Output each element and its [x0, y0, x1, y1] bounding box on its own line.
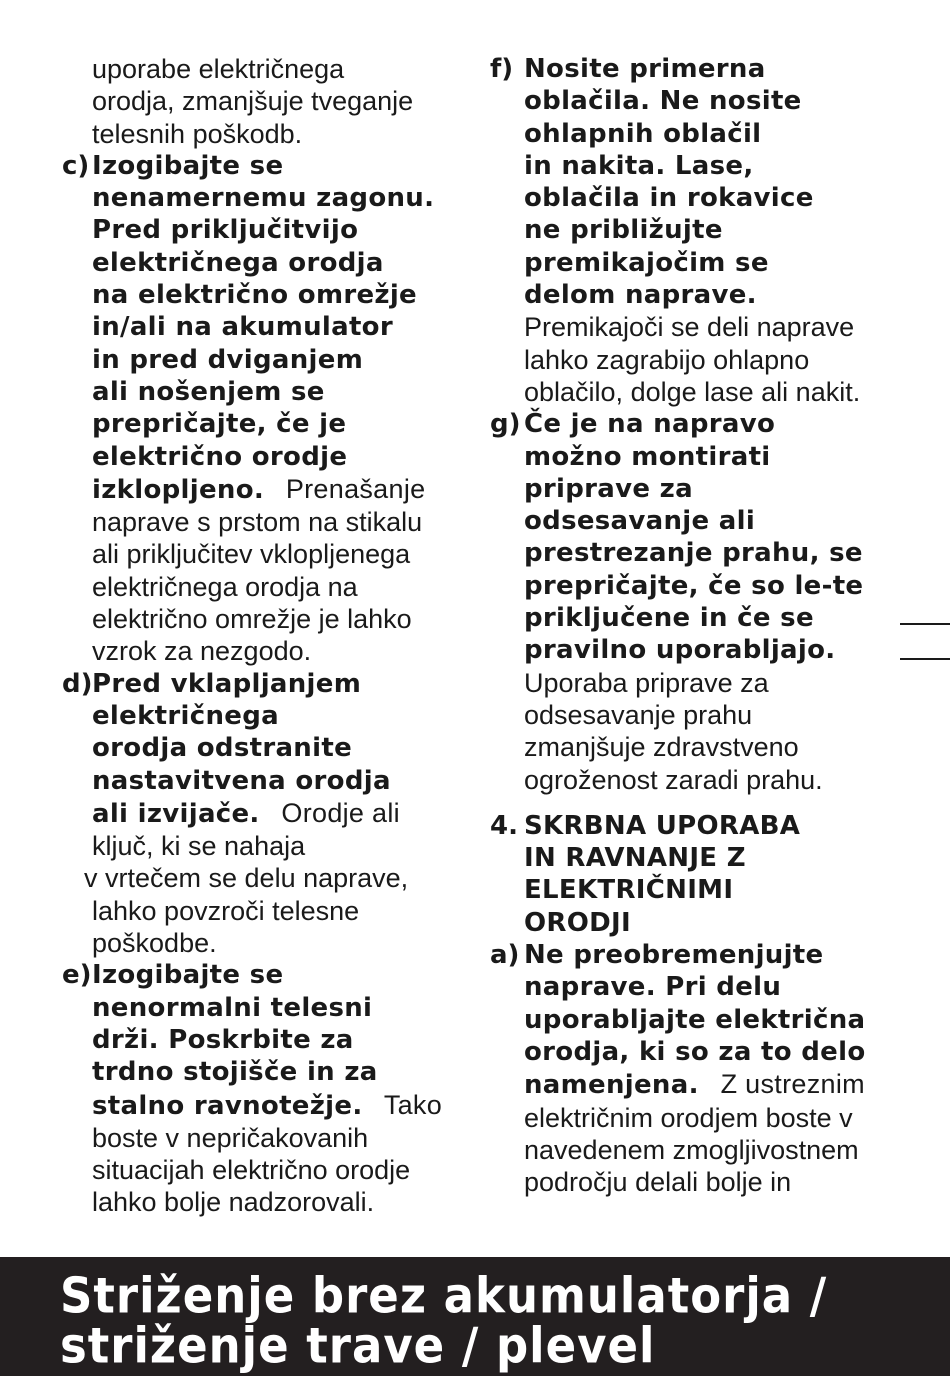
regular-line	[524, 764, 900, 796]
item-c-text	[92, 150, 462, 668]
section-gap	[490, 796, 900, 810]
bold-line-text: električnega orodja	[92, 247, 384, 278]
bold-line-text: oblačila in rokavice	[524, 183, 814, 214]
section-4-title	[524, 810, 900, 939]
regular-line-text: električnega orodja na	[92, 571, 358, 602]
regular-line-text: lahko zagrabijo ohlapno	[524, 344, 810, 375]
regular-line	[92, 506, 462, 538]
regular-line	[92, 635, 462, 667]
regular-line-text: naprave s prstom na stikalu	[92, 507, 423, 538]
regular-line	[524, 344, 900, 376]
section-title-banner	[0, 1257, 950, 1376]
regular-line	[92, 538, 462, 570]
regular-line	[524, 376, 900, 408]
bold-line-text: električnega	[92, 700, 279, 731]
bold-line	[92, 311, 462, 343]
inline-regular-text: Tako	[376, 1089, 443, 1120]
bold-line-text: naprave. Pri delu	[524, 972, 782, 1003]
regular-line-text: električnim orodjem boste v	[524, 1102, 853, 1133]
regular-line-text: poškodbe.	[92, 928, 217, 959]
bold-line-text: in pred dviganjem	[92, 344, 364, 375]
bold-line-text: prepričajte, če je	[92, 409, 347, 440]
bold-line-text: priprave za	[524, 473, 693, 504]
margin-tab-line-bottom	[900, 658, 950, 660]
bold-line	[524, 537, 900, 569]
regular-line-text: Premikajoči se deli naprave	[524, 312, 855, 343]
heading-line	[524, 842, 900, 874]
bold-line-text: oblačila. Ne nosite	[524, 86, 802, 117]
bold-line	[92, 150, 462, 182]
bold-line	[92, 992, 462, 1024]
item-f	[490, 53, 900, 408]
bold-line	[524, 1004, 900, 1036]
regular-line	[524, 731, 900, 763]
bold-line	[524, 53, 900, 85]
bold-line-text: orodja odstranite	[92, 733, 352, 764]
item-e	[62, 959, 462, 1218]
regular-line-text: področju delali bolje in	[524, 1167, 792, 1198]
bold-line-text: na električno omrežje	[92, 280, 417, 311]
heading-line-text: ELEKTRIČNIMI	[524, 875, 734, 906]
bold-line-text: stalno ravnotežje.	[92, 1090, 363, 1121]
bold-line	[524, 279, 900, 311]
regular-line-text: situacijah električno orodje	[92, 1155, 411, 1186]
bold-line	[524, 505, 900, 537]
regular-line	[524, 1134, 900, 1166]
regular-line-text: v vrtečem se delu naprave,	[84, 863, 409, 894]
item-d-text	[84, 668, 462, 960]
bold-line	[524, 214, 900, 246]
bold-line-text: Pred priključitvijo	[92, 215, 359, 246]
bold-line-text: nenormalni telesni	[92, 992, 373, 1023]
regular-line	[92, 1154, 462, 1186]
bold-line-text: in/ali na akumulator	[92, 312, 393, 343]
bold-line	[524, 150, 900, 182]
bold-line	[524, 182, 900, 214]
bold-line-text: nenamernemu zagonu.	[92, 183, 435, 214]
banner-title-line-1: Striženje brez akumulatorja /	[60, 1267, 828, 1325]
regular-line-text: odsesavanje prahu	[524, 699, 753, 730]
bold-line	[92, 214, 462, 246]
bold-line	[92, 376, 462, 408]
regular-line-text: boste v nepričakovanih	[92, 1122, 369, 1153]
bold-line-text: namenjena.	[524, 1070, 699, 1101]
item-a	[490, 939, 900, 1198]
regular-line-text: Uporaba priprave za	[524, 667, 769, 698]
regular-line-text: lahko povzroči telesne	[92, 895, 360, 926]
bold-line	[92, 1024, 462, 1056]
bold-line	[92, 344, 462, 376]
bold-line-text: trdno stojišče in za	[92, 1057, 378, 1088]
heading-line-text: SKRBNA UPORABA	[524, 810, 801, 841]
item-d-marker: d)	[62, 668, 93, 699]
bold-line-text: ali izvijače.	[92, 798, 260, 829]
bold-line	[524, 939, 900, 971]
regular-line	[92, 1186, 462, 1218]
bold-line-text: prestrezanje prahu, se	[524, 538, 863, 569]
bold-line-text: električno orodje	[92, 441, 348, 472]
heading-line	[524, 810, 900, 842]
intro-line	[92, 53, 462, 85]
bold-line	[92, 247, 462, 279]
regular-line	[524, 311, 900, 343]
bold-line-text: možno montirati	[524, 441, 771, 472]
intro-line-text: orodja, zmanjšuje tveganje	[92, 86, 414, 117]
heading-line	[524, 874, 900, 906]
regular-line-text: električno omrežje je lahko	[92, 604, 412, 635]
intro-continuation	[62, 53, 462, 150]
bold-line	[92, 797, 462, 830]
intro-line	[92, 118, 462, 150]
heading-line-text: IN RAVNANJE Z	[524, 843, 746, 874]
bold-line	[524, 247, 900, 279]
bold-line	[524, 602, 900, 634]
bold-line	[92, 1056, 462, 1088]
bold-line	[92, 1089, 462, 1122]
regular-line-text: zmanjšuje zdravstveno	[524, 732, 799, 763]
bold-line-text: pravilno uporabljajo.	[524, 635, 836, 666]
left-column	[62, 53, 462, 1219]
regular-line	[92, 603, 462, 635]
regular-line-text: navedenem zmogljivostnem	[524, 1134, 859, 1165]
regular-line-text: ogroženost zaradi prahu.	[524, 764, 823, 795]
section-4-heading	[490, 810, 900, 939]
bold-line-text: ohlapnih oblačil	[524, 118, 762, 149]
regular-line	[92, 927, 462, 959]
bold-line	[524, 441, 900, 473]
inline-regular-text: Prenašanje	[278, 473, 426, 504]
bold-line-text: Ne preobremenjujte	[524, 940, 824, 971]
regular-line-text: ali priključitev vklopljenega	[92, 539, 411, 570]
bold-line	[92, 182, 462, 214]
bold-line-text: Če je na napravo	[524, 409, 776, 440]
regular-line	[524, 667, 900, 699]
bold-line	[524, 473, 900, 505]
bold-line-text: nastavitvena orodja	[92, 765, 391, 796]
bold-line-text: Nosite primerna	[524, 54, 766, 84]
regular-line	[524, 1102, 900, 1134]
banner-title-line-2: striženje trave / plevel	[60, 1317, 656, 1375]
item-f-text	[524, 53, 900, 408]
item-e-text	[92, 959, 462, 1218]
bold-line	[92, 732, 462, 764]
intro-line-text: telesnih poškodb.	[92, 118, 303, 149]
bold-line-text: ne približujte	[524, 215, 723, 246]
margin-tab-line-top	[900, 623, 950, 625]
item-a-marker: a)	[490, 940, 520, 971]
bold-line-text: prepričajte, če so le-te	[524, 570, 864, 601]
bold-line	[92, 441, 462, 473]
regular-line-text: ključ, ki se nahaja	[92, 831, 306, 862]
regular-line	[92, 571, 462, 603]
bold-line-text: odsesavanje ali	[524, 506, 756, 537]
item-c-marker: c)	[62, 150, 90, 181]
regular-line-text: oblačilo, dolge lase ali nakit.	[524, 376, 861, 407]
bold-line-text: Izogibajte se	[92, 150, 284, 181]
item-f-marker: f)	[490, 54, 514, 84]
right-column	[490, 53, 900, 1198]
heading-line-text: ORODJI	[524, 907, 631, 938]
bold-line-text: delom naprave.	[524, 280, 757, 311]
inline-regular-text: Orodje ali	[273, 797, 400, 828]
regular-line	[92, 1122, 462, 1154]
intro-line-text: uporabe električnega	[92, 54, 345, 84]
bold-line	[524, 1068, 900, 1101]
bold-line	[92, 700, 462, 732]
item-e-marker: e)	[62, 960, 92, 991]
bold-line	[92, 668, 462, 700]
inline-regular-text: Z ustreznim	[712, 1069, 865, 1100]
bold-line	[92, 408, 462, 440]
item-a-text	[524, 939, 900, 1198]
bold-line	[92, 473, 462, 506]
regular-line	[92, 895, 462, 927]
item-g-text	[524, 408, 900, 796]
item-g	[490, 408, 900, 796]
intro-line	[92, 85, 462, 117]
regular-line	[92, 830, 462, 862]
regular-line-text: vzrok za nezgodo.	[92, 636, 312, 667]
intro-lines	[92, 53, 462, 150]
bold-line	[524, 118, 900, 150]
bold-line-text: ali nošenjem se	[92, 376, 325, 407]
bold-line	[92, 279, 462, 311]
bold-line-text: in nakita. Lase,	[524, 150, 754, 181]
bold-line-text: priključene in če se	[524, 603, 814, 634]
bold-line	[92, 765, 462, 797]
bold-line-text: izklopljeno.	[92, 474, 265, 505]
section-4-marker: 4.	[490, 810, 518, 841]
bold-line	[524, 1036, 900, 1068]
regular-line-text: lahko bolje nadzorovali.	[92, 1187, 375, 1218]
bold-line	[524, 408, 900, 440]
regular-line	[524, 1166, 900, 1198]
item-g-marker: g)	[490, 409, 521, 440]
regular-line	[84, 862, 462, 894]
bold-line-text: Izogibajte se	[92, 960, 284, 991]
regular-line	[524, 699, 900, 731]
bold-line-text: orodja, ki so za to delo	[524, 1036, 866, 1067]
bold-line-text: uporabljajte električna	[524, 1004, 866, 1035]
bold-line	[524, 634, 900, 666]
bold-line-text: drži. Poskrbite za	[92, 1024, 354, 1055]
item-d	[62, 668, 462, 960]
item-c	[62, 150, 462, 668]
bold-line-text: Pred vklapljanjem	[92, 668, 362, 699]
bold-line	[524, 85, 900, 117]
bold-line-text: premikajočim se	[524, 247, 769, 278]
bold-line	[524, 971, 900, 1003]
heading-line	[524, 907, 900, 939]
bold-line	[524, 570, 900, 602]
bold-line	[92, 959, 462, 991]
